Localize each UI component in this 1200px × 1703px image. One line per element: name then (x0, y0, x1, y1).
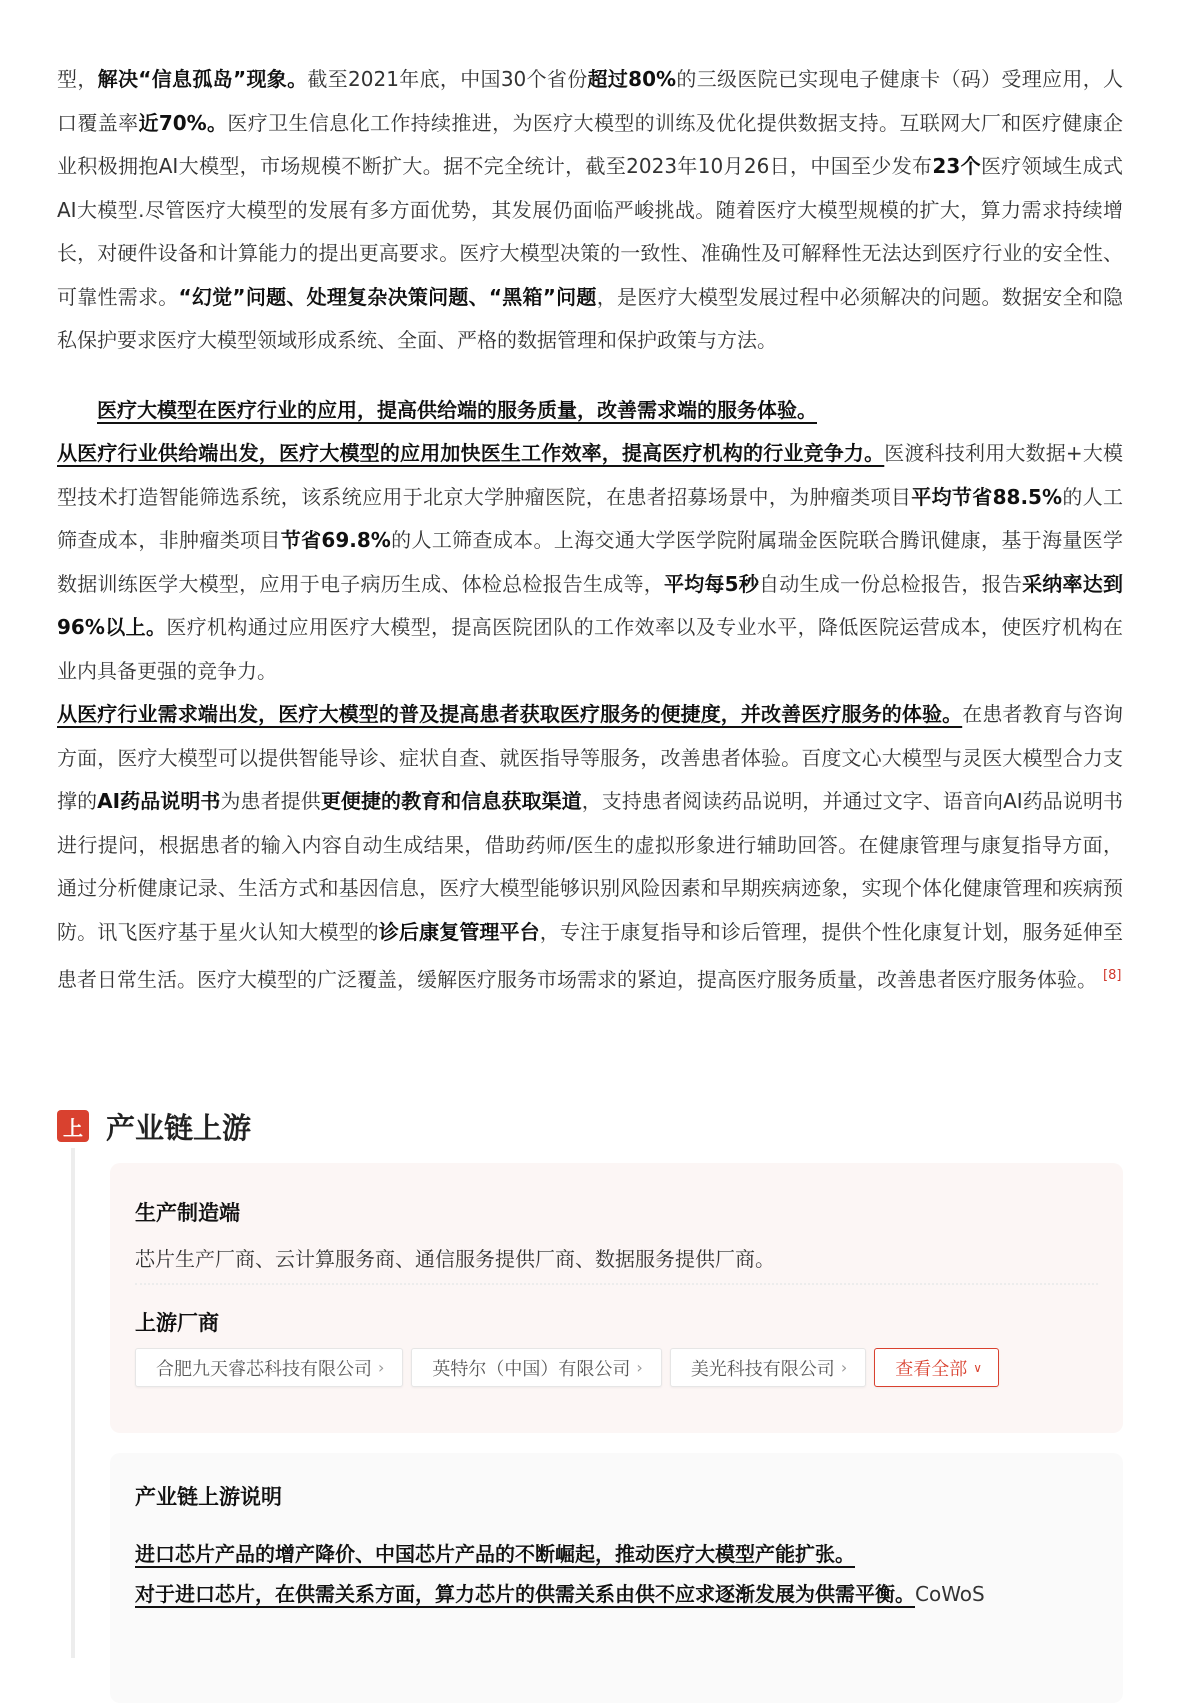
text-segment: 医渡科技利用大数据+大模型技术打造智能筛选系统，该系统应用于北京大学肿瘤医院，在患者招募场景中，为肿瘤类项目 (57, 441, 1123, 509)
vendors-title: 上游厂商 (135, 1311, 219, 1335)
manufacturing-panel (110, 1163, 1123, 1433)
chevron-right-icon: › (636, 1358, 643, 1377)
bold-text: “幻觉”问题、处理复杂决策问题、“黑箱”问题 (178, 284, 597, 309)
bold-text: 平均节省88.5% (911, 484, 1062, 509)
bold-text: 节省69.8% (280, 528, 391, 552)
section-header (57, 1106, 1123, 1146)
vendor-name: 美光科技有限公司 (690, 1358, 835, 1380)
explanation-title: 产业链上游说明 (135, 1485, 282, 1509)
text-segment: 在患者教育与咨询方面，医疗大模型可以提供智能导诊、症状自查、就医指导等服务，改善患者体验。百度文心大模型与灵医大模型合力支撑的 (57, 702, 1124, 813)
section-title: 产业链上游 (106, 1110, 252, 1145)
explanation-line-2: 对于进口芯片，在供需关系方面，算力芯片的供需关系由供不应求逐渐发展为供需平衡。 (135, 1582, 915, 1606)
bold-text: 平均每5秒 (663, 571, 760, 596)
vendor-chip[interactable] (670, 1348, 866, 1387)
bold-text: 超过80% (587, 67, 677, 91)
intro-paragraph (57, 58, 1123, 363)
explanation-line-2-rest: CoWoS (915, 1582, 985, 1606)
view-all-button[interactable] (874, 1348, 999, 1387)
explanation-panel (110, 1453, 1123, 1703)
bold-text: AI药品说明书 (97, 789, 221, 813)
view-all-label: 查看全部 (895, 1358, 968, 1380)
text-segment: 医疗领域生成式AI大模型.尽管医疗大模型的发展有多方面优势，其发展仍面临严峻挑战。随着医疗大模型规模的扩大，算力需求持续增长，对硬件设备和计算能力的提出更高要求。医疗大模型决策的一致性、准确性及可解释性无法达到医疗行业的安全性、可靠性需求。 (57, 154, 1123, 309)
vendor-name: 英特尔（中国）有限公司 (432, 1358, 631, 1380)
article-body (57, 58, 1123, 1002)
text-segment: 的三级医院已实现电子健康卡（码）受理应用，人口覆盖率 (57, 67, 1124, 135)
vendor-chip[interactable] (411, 1348, 661, 1387)
vendor-chip[interactable] (135, 1348, 403, 1387)
text-segment: 型， (57, 67, 98, 91)
upstream-section (57, 1106, 1123, 1606)
manufacturing-description: 芯片生产厂商、云计算服务商、通信服务提供厂商、数据服务提供厂商。 (135, 1247, 775, 1271)
bold-text: 解决“信息孤岛”现象。 (97, 67, 308, 91)
explanation-line-1: 进口芯片产品的增产降价、中国芯片产品的不断崛起，推动医疗大模型产能扩张。 (135, 1542, 855, 1566)
chevron-down-icon: ∨ (973, 1360, 983, 1375)
dotted-divider (135, 1283, 1098, 1285)
bold-text: 采纳率达到96%以上。 (57, 571, 1124, 639)
text-segment: ，支持患者阅读药品说明，并通过文字、语音向AI药品说明书进行提问，根据患者的输入内容自动生成结果，借助药师/医生的虚拟形象进行辅助回答。在健康管理与康复指导方面，通过分析健康记录、生活方式和基因信息，医疗大模型能够识别风险因素和早期疾病迹象，实现个体化健康管理和疾病预防。讯飞医疗基于星火认知大模型的 (57, 789, 1124, 944)
text-segment: 医疗机构通过应用医疗大模型，提高医院团队的工作效率以及专业水平，降低医院运营成本，使医疗机构在业内具备更强的竞争力。 (57, 615, 1124, 683)
bold-text: 近70%。 (138, 110, 228, 135)
explanation-point-2 (135, 1578, 985, 1607)
explanation-point-1 (135, 1538, 855, 1567)
demand-side-paragraph (57, 693, 1123, 1002)
text-segment: ，专注于康复指导和诊后管理，提供个性化康复计划，服务延伸至患者日常生活。医疗大模型的广泛覆盖，缓解医疗服务市场需求的紧迫，提高医疗服务质量，改善患者医疗服务体验。 (57, 919, 1124, 992)
supply-side-paragraph (57, 432, 1123, 693)
upstream-badge-icon: 上 (57, 1110, 89, 1142)
timeline-divider (71, 1148, 75, 1658)
text-segment: 截至2021年底，中国30个省份 (307, 67, 588, 91)
bold-text: 诊后康复管理平台 (378, 919, 540, 944)
citation-link[interactable]: [8] (1103, 968, 1122, 983)
text-segment: 医疗卫生信息化工作持续推进，为医疗大模型的训练及优化提供数据支持。互联网大厂和医疗健康企业积极拥抱AI大模型，市场规模不断扩大。据不完全统计，截至2023年10月26日，中国至少发布 (57, 110, 1124, 178)
bold-text: 23个 (932, 154, 981, 178)
text-segment: 的人工筛查成本。上海交通大学医学院附属瑞金医院联合腾讯健康，基于海量医学数据训练医学大模型，应用于电子病历生成、体检总检报告生成等， (57, 528, 1124, 596)
vendor-list (135, 1348, 999, 1387)
underlined-key-point: 医疗大模型在医疗行业的应用，提高供给端的服务质量，改善需求端的服务体验。 (97, 397, 817, 422)
chevron-right-icon: › (840, 1358, 848, 1377)
underlined-key-point: 从医疗行业需求端出发，医疗大模型的普及提高患者获取医疗服务的便捷度，并改善医疗服务的体验。 (57, 702, 963, 726)
text-segment: ，是医疗大模型发展过程中必须解决的问题。数据安全和隐私保护要求医疗大模型领域形成系统、全面、严格的数据管理和保护政策与方法。 (57, 284, 1124, 352)
text-segment: 为患者提供 (220, 789, 321, 813)
bold-text: 更便捷的教育和信息获取渠道 (320, 789, 582, 813)
text-segment: 的人工筛查成本，非肿瘤类项目 (57, 484, 1124, 552)
chevron-right-icon: › (378, 1358, 385, 1377)
underlined-key-point: 从医疗行业供给端出发，医疗大模型的应用加快医生工作效率，提高医疗机构的行业竞争力。 (57, 441, 885, 465)
manufacturing-title: 生产制造端 (135, 1201, 240, 1225)
vendor-name: 合肥九天睿芯科技有限公司 (156, 1358, 372, 1380)
text-segment: 自动生成一份总检报告，报告 (759, 571, 1023, 596)
application-heading (57, 389, 1123, 433)
